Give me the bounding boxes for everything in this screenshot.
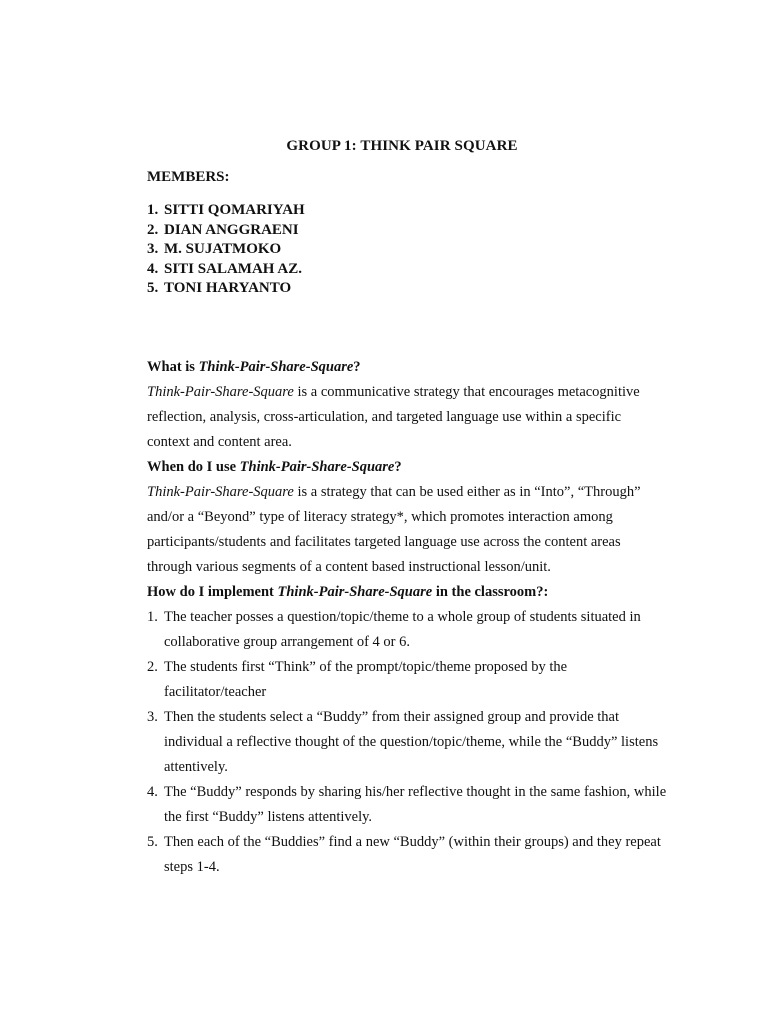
answer-emphasis: Think-Pair-Share-Square — [147, 384, 294, 400]
member-name: M. SUJATMOKO — [164, 241, 282, 257]
step-item — [147, 830, 667, 880]
step-text: Then each of the “Buddies” find a new “Buddy” (within their groups) and they repeat steps 1-4. — [164, 834, 661, 875]
question-emphasis: Think-Pair-Share-Square — [198, 359, 354, 375]
member-item — [147, 221, 305, 241]
answer-emphasis: Think-Pair-Share-Square — [147, 484, 294, 500]
step-text: The “Buddy” responds by sharing his/her reflective thought in the same fashion, while the first “Buddy” listens attentively. — [164, 784, 667, 825]
member-item — [147, 201, 305, 221]
question-emphasis: Think-Pair-Share-Square — [277, 584, 433, 600]
question-text: ? — [394, 459, 402, 475]
answer-what-is — [147, 380, 667, 455]
step-item — [147, 780, 667, 830]
question-emphasis: Think-Pair-Share-Square — [239, 459, 395, 475]
member-number: 3. — [147, 241, 159, 257]
member-item — [147, 240, 305, 260]
answer-text: is a communicative strategy that encourages metacognitive reflection, analysis, cross-articulation, and targeted language use within a specific context and content area. — [147, 384, 640, 450]
member-number: 5. — [147, 280, 159, 296]
member-list — [147, 201, 305, 299]
document-body — [147, 355, 667, 880]
member-item — [147, 279, 305, 299]
member-number: 1. — [147, 202, 159, 218]
step-text: The teacher posses a question/topic/theme to a whole group of students situated in collaborative group arrangement of 4 or 6. — [164, 609, 641, 650]
step-number: 5. — [147, 834, 158, 850]
member-number: 2. — [147, 221, 159, 238]
step-item — [147, 705, 667, 780]
member-name: DIAN ANGGRAENI — [164, 221, 299, 238]
step-number: 3. — [147, 709, 158, 725]
question-text: What is — [147, 359, 199, 375]
member-name: SITI SALAMAH AZ. — [164, 260, 302, 277]
question-when-to-use — [147, 455, 667, 480]
step-text: Then the students select a “Buddy” from their assigned group and provide that individual a reflective thought of the question/topic/theme, while the “Buddy” listens attentively. — [164, 709, 659, 775]
question-text: in the classroom?: — [432, 584, 549, 600]
member-number: 4. — [147, 260, 159, 277]
question-what-is — [147, 355, 667, 380]
step-number: 4. — [147, 784, 158, 800]
step-text: The students first “Think” of the prompt/topic/theme proposed by the facilitator/teacher — [164, 659, 568, 700]
step-item — [147, 655, 667, 705]
question-text: ? — [353, 359, 361, 375]
members-heading: MEMBERS: — [147, 169, 230, 185]
document-title: GROUP 1: THINK PAIR SQUARE — [286, 138, 518, 154]
question-how-to-implement — [147, 580, 667, 605]
question-text: When do I use — [147, 459, 240, 475]
answer-when-to-use — [147, 480, 667, 580]
step-number: 2. — [147, 659, 158, 675]
step-item — [147, 605, 667, 655]
step-number: 1. — [147, 609, 158, 625]
implementation-steps — [147, 605, 667, 880]
member-name: SITTI QOMARIYAH — [164, 202, 305, 218]
answer-text: is a strategy that can be used either as in “Into”, “Through” and/or a “Beyond” type of literacy strategy*, which promotes interaction among participants/students and facilitates targeted language use across the content areas through various segments of a content based instructional lesson/unit. — [147, 484, 641, 575]
question-text: How do I implement — [147, 584, 278, 600]
member-item — [147, 260, 305, 280]
member-name: TONI HARYANTO — [164, 280, 292, 296]
